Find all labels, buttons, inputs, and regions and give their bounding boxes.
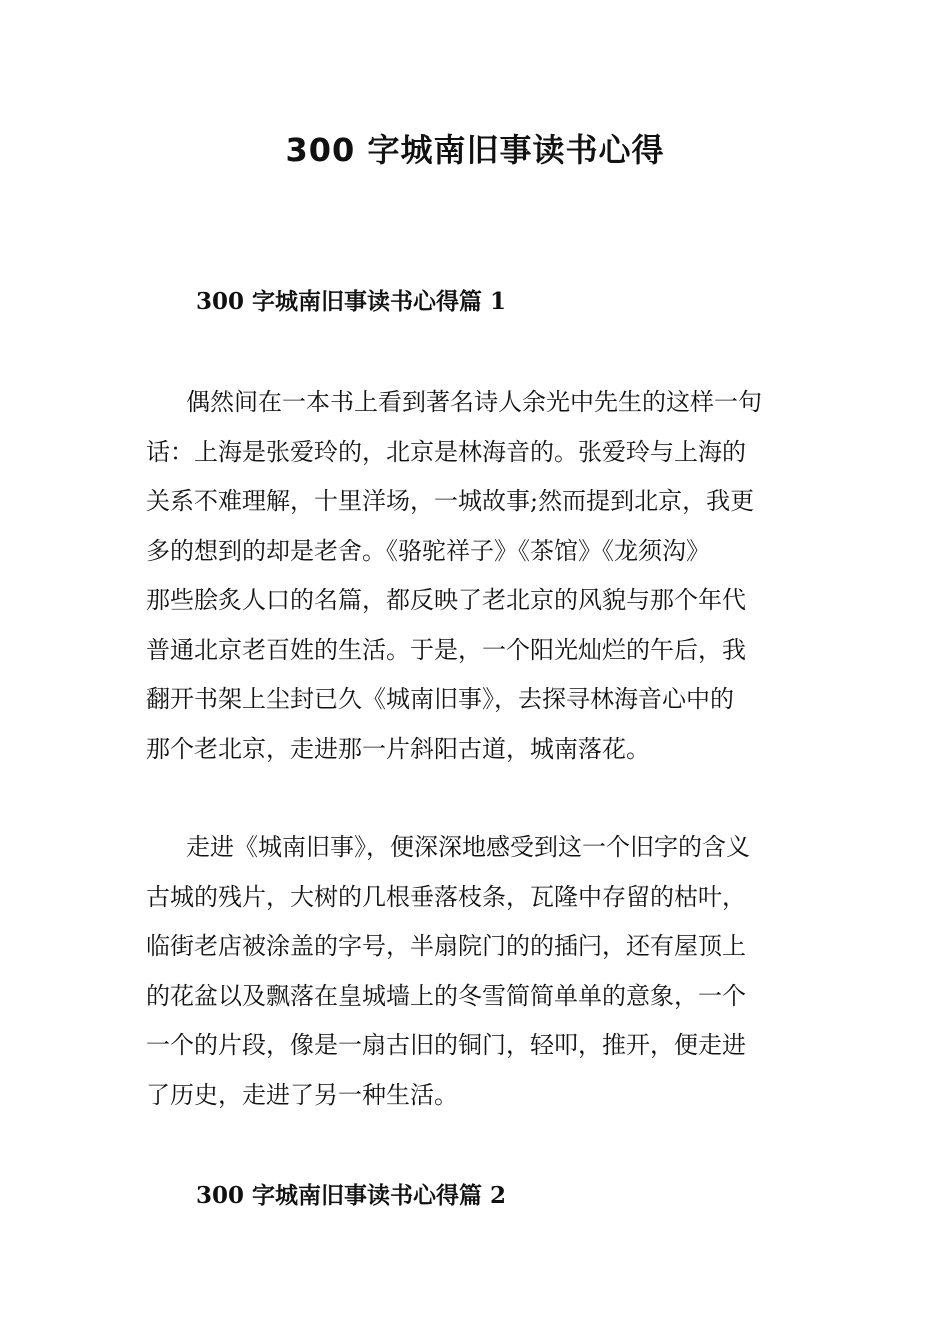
paragraph-line: 古城的残片，大树的几根垂落枝条，瓦隆中存留的枯叶，: [146, 882, 746, 911]
paragraph-line: 了历史，走进了另一种生活。: [146, 1080, 458, 1109]
paragraph-line: 那个老北京，走进那一片斜阳古道，城南落花。: [146, 734, 650, 763]
document-title: 300 字城南旧事读书心得: [285, 131, 665, 169]
paragraph-line: 话：上海是张爱玲的，北京是林海音的。张爱玲与上海的: [146, 437, 746, 466]
section-heading-1: 300 字城南旧事读书心得篇 1: [196, 288, 507, 315]
paragraph-line: 关系不难理解，十里洋场，一城故事;然而提到北京，我更: [146, 487, 755, 515]
paragraph-line: 的花盆以及飘落在皇城墙上的冬雪简简单单的意象，一个: [146, 981, 746, 1010]
paragraph-line: 临街老店被涂盖的字号，半扇院门的的插闩，还有屋顶上: [146, 932, 746, 960]
paragraph-line: 一个的片段，像是一扇古旧的铜门，轻叩，推开，便走进: [146, 1031, 746, 1059]
paragraph-1: [146, 378, 806, 774]
paragraph-line: 走进《城南旧事》，便深深地感受到这一个旧字的含义: [186, 833, 750, 861]
section-heading-2: 300 字城南旧事读书心得篇 2: [196, 1182, 507, 1209]
paragraph-line: 多的想到的却是老舍。《骆驼祥子》《茶馆》《龙须沟》: [146, 536, 710, 565]
paragraph-line: 偶然间在一本书上看到著名诗人余光中先生的这样一句: [186, 388, 762, 416]
paragraph-2: [146, 823, 806, 1120]
paragraph-line: 普通北京老百姓的生活。于是，一个阳光灿烂的午后，我: [146, 635, 746, 664]
paragraph-line: 那些脍炙人口的名篇，都反映了老北京的风貌与那个年代: [146, 586, 746, 614]
paragraph-line: 翻开书架上尘封已久《城南旧事》，去探寻林海音心中的: [146, 685, 734, 713]
